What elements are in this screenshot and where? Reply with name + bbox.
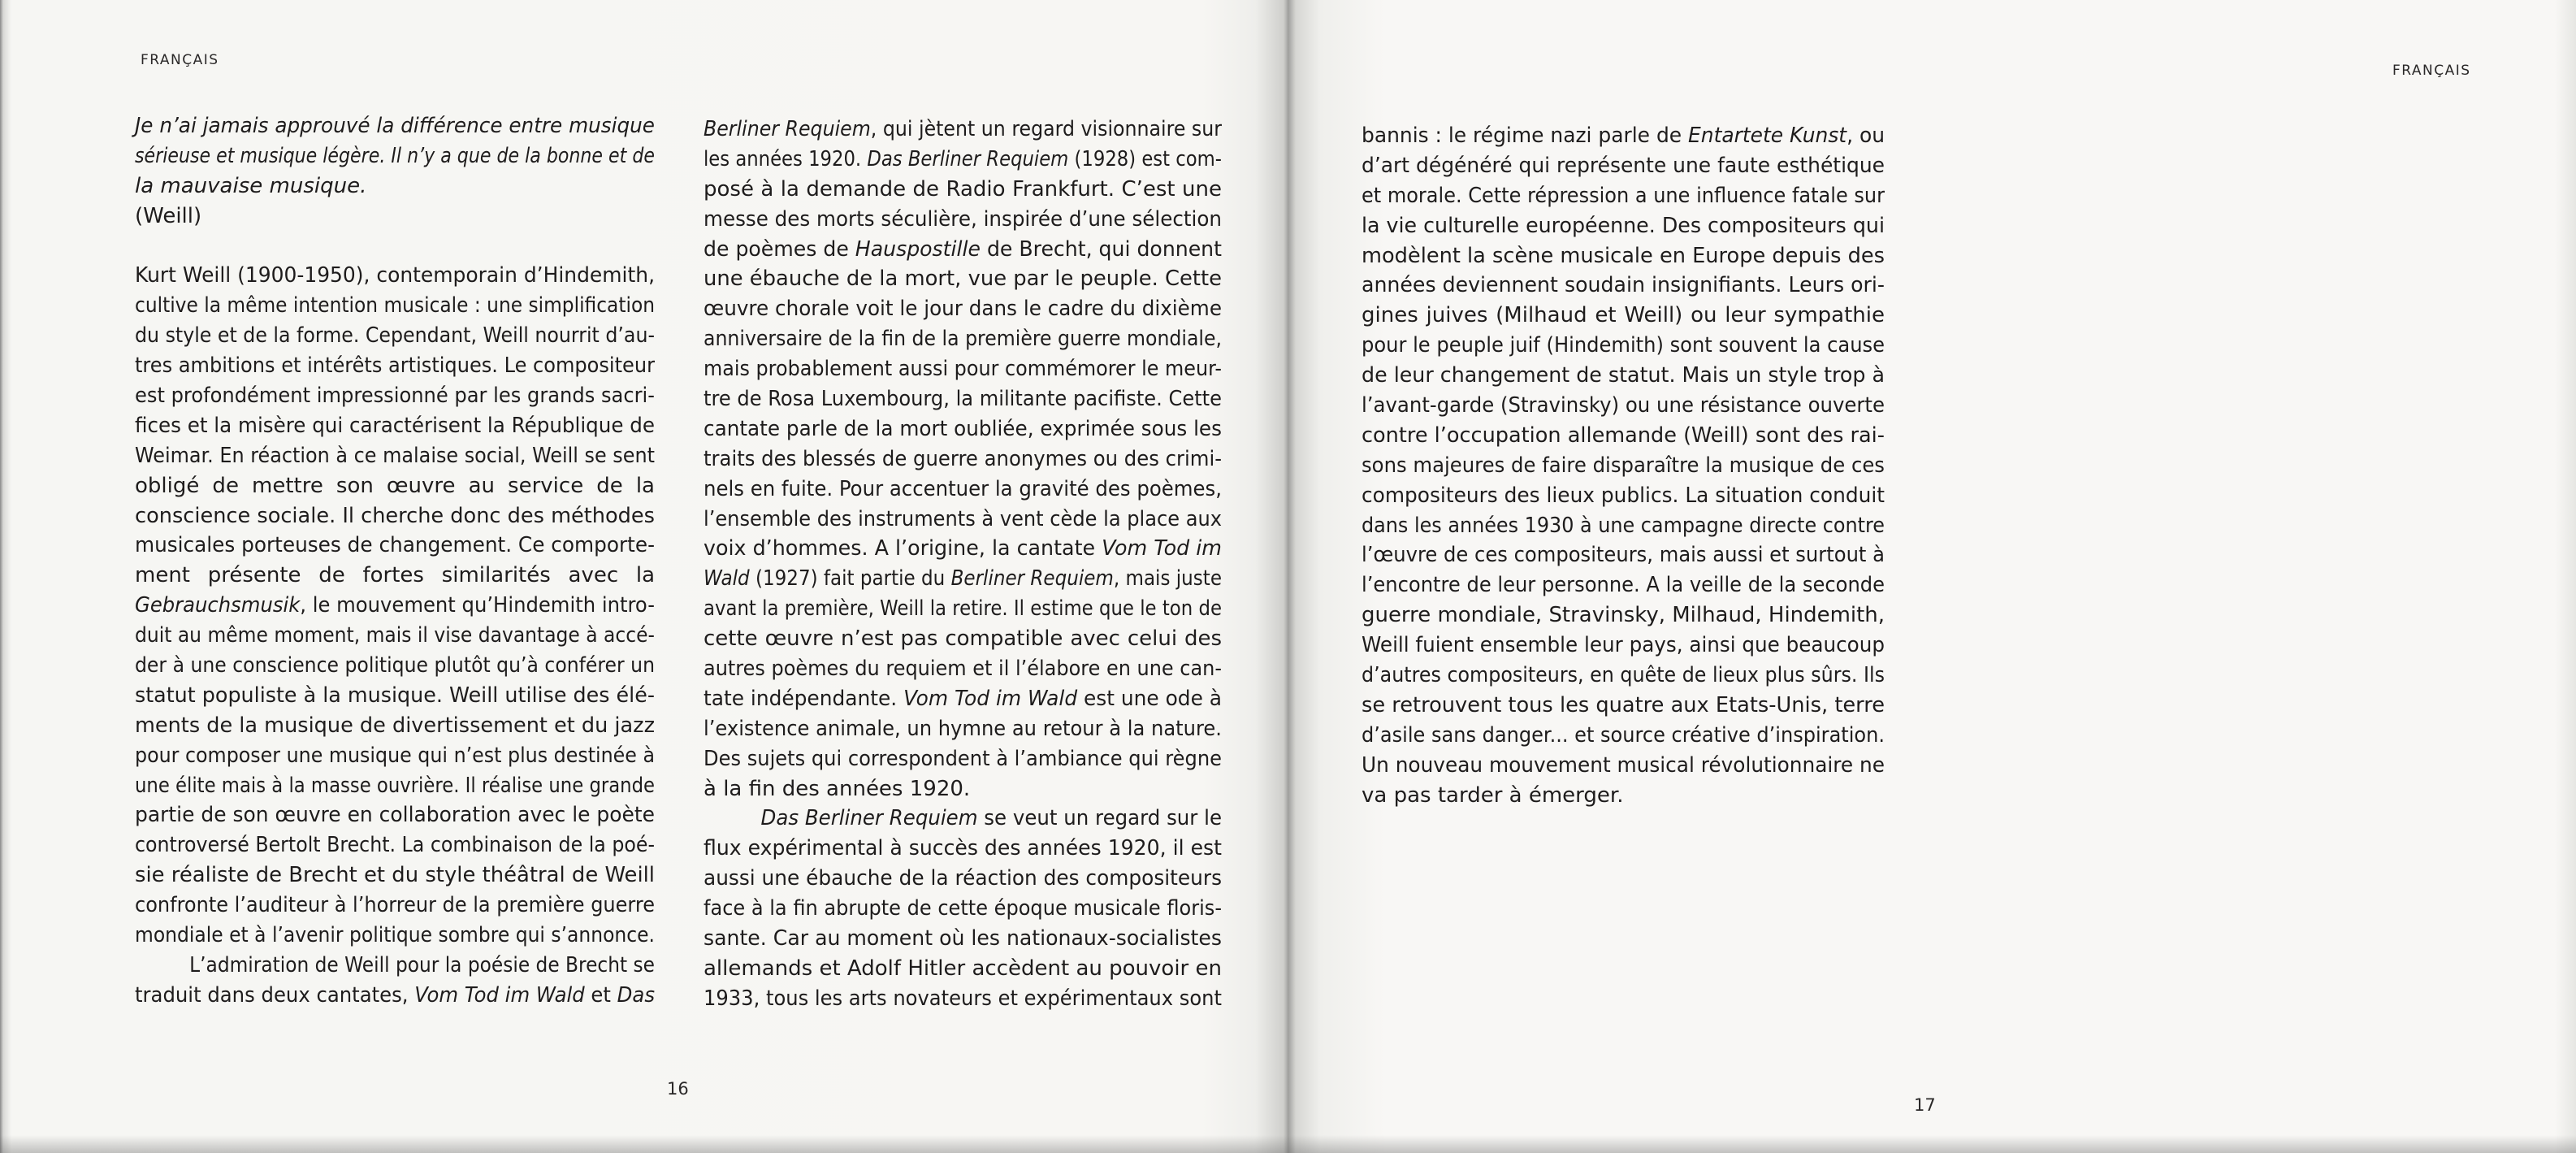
text-run: statut populiste à la musique. Weill utilise des élé- <box>135 683 655 708</box>
text-line <box>704 924 1222 954</box>
text-line <box>704 654 1222 684</box>
text-line <box>1362 421 1885 451</box>
text-line <box>1362 721 1885 751</box>
text-line <box>1362 121 1885 151</box>
italic-title: sérieuse et musique légère. Il n’y a que de la bonne et de <box>135 143 655 168</box>
text-line <box>704 324 1222 354</box>
text-line <box>1362 451 1885 481</box>
text-run: les années 1920. <box>704 146 868 171</box>
text-line <box>704 444 1222 475</box>
text-run: à la fin des années 1920. <box>704 776 971 801</box>
text-run: dans les années 1930 à une campagne directe contre <box>1362 513 1885 538</box>
text-line <box>704 414 1222 444</box>
italic-title: Berliner Requiem <box>704 117 871 141</box>
text-run: messe des morts séculière, inspirée d’une sélection <box>704 206 1222 232</box>
text-line <box>704 714 1222 744</box>
italic-title: Gebrauchsmusik <box>135 593 301 618</box>
text-line <box>135 441 655 471</box>
text-run: cantate parle de la mort oubliée, exprimée sous les <box>704 416 1222 441</box>
text-run: controversé Bertolt Brecht. La combinaison de la poé- <box>135 833 655 858</box>
text-run: contre l’occupation allemande (Weill) sont des rai- <box>1362 423 1885 448</box>
text-run: traits des blessés de guerre anonymes ou des crimi- <box>704 446 1222 471</box>
text-line <box>704 834 1222 864</box>
text-run: , le mouvement qu’Hindemith intro- <box>300 593 655 618</box>
text-line <box>135 921 655 951</box>
text-line <box>704 864 1222 894</box>
text-line <box>1362 631 1885 661</box>
text-column-2 <box>704 115 1222 1014</box>
text-run: de poèmes de <box>704 236 855 262</box>
italic-title: la mauvaise musique. <box>135 173 367 198</box>
text-line <box>1362 600 1885 631</box>
text-run: Weill fuient ensemble leur pays, ainsi que beaucoup <box>1362 633 1885 658</box>
text-run: tre de Rosa Luxembourg, la militante pacifiste. Cette <box>704 387 1222 412</box>
epigraph-line <box>135 171 655 202</box>
text-line <box>704 564 1222 594</box>
text-line <box>135 800 655 830</box>
text-run: (Weill) <box>135 203 202 228</box>
italic-title: Vom Tod im Wald <box>903 686 1078 711</box>
text-line <box>1362 391 1885 421</box>
text-run: confronte l’auditeur à l’horreur de la première guerre <box>135 893 655 918</box>
text-run: guerre mondiale, Stravinsky, Milhaud, Hindemith, <box>1362 603 1885 628</box>
italic-title: Berliner Requiem <box>950 566 1114 592</box>
text-line <box>704 774 1222 804</box>
text-line <box>1362 781 1885 811</box>
text-run: sie réaliste de Brecht et du style théâtral de Weill <box>135 863 655 888</box>
italic-title: Das Berliner Requiem <box>867 146 1069 171</box>
text-run: d’asile sans danger... et source créative d’inspiration. <box>1362 722 1885 748</box>
text-run: der à une conscience politique plutôt qu’à conférer un <box>135 653 655 678</box>
text-line <box>1362 540 1885 570</box>
italic-title: Vom Tod im Wald <box>414 982 585 1008</box>
text-line <box>704 984 1222 1014</box>
text-run: et <box>584 982 617 1008</box>
text-line <box>1362 181 1885 211</box>
text-line <box>704 475 1222 505</box>
text-line <box>704 684 1222 714</box>
text-run: posé à la demande de Radio Frankfurt. C’est une <box>704 176 1222 202</box>
text-run: d’art dégénéré qui représente une faute esthétique <box>1362 153 1885 178</box>
text-run: la vie culturelle européenne. Des compositeurs qui <box>1362 213 1885 238</box>
text-run: tres ambitions et intérêts artistiques. Le compositeur <box>135 353 655 379</box>
text-run: aussi une ébauche de la réaction des compositeurs <box>704 866 1222 891</box>
text-run: anniversaire de la fin de la première guerre mondiale, <box>704 327 1222 352</box>
text-run: fices et la misère qui caractérisent la République de <box>135 413 655 438</box>
text-run: de Brecht, qui donnent <box>980 236 1222 262</box>
text-run: pour composer une musique qui n’est plus destinée à <box>135 743 655 768</box>
text-run: l’encontre de leur personne. A la veille de la seconde <box>1362 573 1885 598</box>
text-run: pour le peuple juif (Hindemith) sont souvent la cause <box>1362 333 1885 358</box>
text-line <box>135 681 655 711</box>
text-run: années deviennent soudain insignifiants. Leurs ori- <box>1362 273 1885 298</box>
page-number: 17 <box>1914 1095 1936 1115</box>
text-line <box>704 534 1222 564</box>
text-run: conscience sociale. Il cherche donc des méthodes <box>135 503 655 528</box>
text-run: (1927) fait partie du <box>749 566 951 592</box>
page-edge-shadow <box>1288 1135 2576 1153</box>
text-run: allemands et Adolf Hitler accèdent au pouvoir en <box>704 956 1222 981</box>
text-run: (1928) est com- <box>1068 146 1222 171</box>
text-line <box>1362 751 1885 781</box>
text-line <box>135 951 655 981</box>
text-run: partie de son œuvre en collaboration avec le poète <box>135 803 655 828</box>
text-run: une ébauche de la mort, vue par le peuple. Cette <box>704 267 1222 292</box>
italic-title: Je n’ai jamais approuvé la différence entre musique <box>135 114 655 138</box>
text-line <box>135 561 655 591</box>
text-line <box>135 291 655 321</box>
text-run: obligé de mettre son œuvre au service de la <box>135 473 655 498</box>
text-run: tate indépendante. <box>704 686 904 711</box>
italic-title: Entartete Kunst <box>1688 124 1847 148</box>
text-line <box>704 594 1222 624</box>
page-edge-shadow <box>0 1135 1288 1153</box>
text-line <box>1362 570 1885 600</box>
text-line <box>135 381 655 411</box>
text-line <box>135 411 655 441</box>
text-run: bannis : le régime nazi parle de <box>1362 124 1689 148</box>
text-line <box>1362 361 1885 391</box>
text-run: est profondément impressionné par les grands sacri- <box>135 384 655 409</box>
text-run: l’œuvre de ces compositeurs, mais aussi et surtout à <box>1362 543 1885 568</box>
text-run: Un nouveau mouvement musical révolutionnaire ne <box>1362 752 1885 778</box>
text-line <box>1362 241 1885 271</box>
text-line <box>1362 151 1885 181</box>
text-line <box>704 505 1222 535</box>
language-header: FRANÇAIS <box>2392 63 2471 79</box>
text-line <box>704 145 1222 175</box>
italic-title: Vom Tod im <box>1102 536 1222 561</box>
text-line <box>704 804 1222 834</box>
text-run: duit au même moment, mais il vise davantage à accé- <box>135 623 655 648</box>
text-line <box>135 830 655 860</box>
text-line <box>704 954 1222 984</box>
text-run: , ou <box>1846 124 1885 148</box>
text-line <box>135 591 655 621</box>
epigraph-line <box>135 111 655 141</box>
text-run: sante. Car au moment où les nationaux-socialistes <box>704 926 1222 951</box>
text-run: 1933, tous les arts novateurs et expérimentaux sont <box>704 986 1222 1011</box>
text-line <box>135 621 655 651</box>
text-run: nels en fuite. Pour accentuer la gravité des poèmes, <box>704 476 1222 501</box>
text-run: mondiale et à l’avenir politique sombre qui s’annonce. <box>135 923 655 948</box>
text-run: une élite mais à la masse ouvrière. Il réalise une grande <box>135 773 655 798</box>
text-line <box>135 711 655 741</box>
text-line <box>1362 661 1885 691</box>
text-run: du style et de la forme. Cependant, Weill nourrit d’au- <box>135 323 655 349</box>
text-line <box>135 651 655 681</box>
text-run: mais probablement aussi pour commémorer le meur- <box>704 357 1222 382</box>
text-run: l’existence animale, un hymne au retour à la nature. <box>704 716 1222 741</box>
text-line <box>1362 301 1885 331</box>
text-line <box>135 981 655 1011</box>
text-column-3 <box>1362 121 1885 810</box>
text-line <box>135 471 655 501</box>
text-line <box>135 891 655 921</box>
italic-title: Hauspostille <box>855 236 981 262</box>
text-line <box>1362 481 1885 511</box>
text-line <box>704 894 1222 924</box>
text-run: Des sujets qui correspondent à l’ambiance qui règne <box>704 746 1222 771</box>
text-run: ments de la musique de divertissement et du jazz <box>135 713 655 738</box>
text-line <box>1362 331 1885 361</box>
italic-title: Das <box>617 982 655 1008</box>
text-line <box>135 202 655 232</box>
text-run: , qui jètent un regard visionnaire sur <box>870 117 1222 141</box>
text-run: ment présente de fortes similarités avec la <box>135 563 655 588</box>
text-run: cultive la même intention musicale : une simplification <box>135 293 655 319</box>
text-line <box>135 771 655 801</box>
text-line <box>704 624 1222 654</box>
text-line <box>704 235 1222 265</box>
text-run: d’autres compositeurs, en quête de lieux plus sûrs. Ils <box>1362 663 1885 688</box>
text-run: se veut un regard sur le <box>977 806 1222 831</box>
page-number: 16 <box>667 1079 689 1099</box>
text-line <box>704 354 1222 384</box>
italic-title: Das Berliner Requiem <box>760 806 978 831</box>
text-line <box>704 205 1222 235</box>
text-run: l’ensemble des instruments à vent cède la place aux <box>704 506 1222 531</box>
text-run: œuvre chorale voit le jour dans le cadre du dixième <box>704 297 1222 322</box>
text-line <box>704 744 1222 774</box>
text-line <box>704 115 1222 145</box>
text-run: Weimar. En réaction à ce malaise social, Weill se sent <box>135 443 655 468</box>
text-run: est une ode à <box>1077 686 1222 711</box>
text-run: modèlent la scène musicale en Europe depuis des <box>1362 243 1885 268</box>
text-run: l’avant-garde (Stravinsky) ou une résistance ouverte <box>1362 393 1885 418</box>
text-run: va pas tarder à émerger. <box>1362 782 1624 808</box>
text-line <box>135 321 655 351</box>
language-header: FRANÇAIS <box>141 52 219 68</box>
text-line <box>704 384 1222 414</box>
text-run: face à la fin abrupte de cette époque musicale floris- <box>704 896 1222 921</box>
text-line <box>135 261 655 291</box>
text-line <box>704 294 1222 324</box>
blank-line <box>135 232 655 262</box>
text-run: autres poèmes du requiem et il l’élabore en une can- <box>704 657 1222 682</box>
text-line <box>135 860 655 891</box>
text-line <box>135 531 655 561</box>
text-run: L’admiration de Weill pour la poésie de Brecht se <box>189 952 656 977</box>
italic-title: Wald <box>704 566 750 592</box>
text-line <box>1362 511 1885 541</box>
text-run: traduit dans deux cantates, <box>135 982 415 1008</box>
text-run: et morale. Cette répression a une influence fatale sur <box>1362 183 1885 208</box>
text-run: gines juives (Milhaud et Weill) ou leur sympathie <box>1362 303 1885 328</box>
text-run: de leur changement de statut. Mais un style trop à <box>1362 363 1885 388</box>
right-page <box>1288 0 2576 1153</box>
text-run: Kurt Weill (1900-1950), contemporain d’Hindemith, <box>135 263 655 288</box>
text-run: voix d’hommes. A l’origine, la cantate <box>704 536 1102 561</box>
text-run: sons majeures de faire disparaître la musique de ces <box>1362 453 1885 478</box>
text-run: avant la première, Weill la retire. Il estime que le ton de <box>704 596 1222 622</box>
text-line <box>1362 271 1885 301</box>
text-run: se retrouvent tous les quatre aux Etats-Unis, terre <box>1362 692 1885 717</box>
epigraph-line <box>135 141 655 171</box>
text-column-1 <box>135 111 655 1011</box>
text-line <box>135 501 655 531</box>
text-run: compositeurs des lieux publics. La situation conduit <box>1362 483 1885 508</box>
text-line <box>704 175 1222 205</box>
text-line <box>135 351 655 381</box>
text-run: cette œuvre n’est pas compatible avec celui des <box>704 626 1222 652</box>
text-run: , mais juste <box>1113 566 1222 592</box>
text-line <box>135 741 655 771</box>
text-run: musicales porteuses de changement. Ce comporte- <box>135 533 655 558</box>
text-run: flux expérimental à succès des années 1920, il est <box>704 836 1222 861</box>
text-line <box>1362 691 1885 721</box>
text-line <box>704 264 1222 294</box>
text-line <box>1362 211 1885 241</box>
